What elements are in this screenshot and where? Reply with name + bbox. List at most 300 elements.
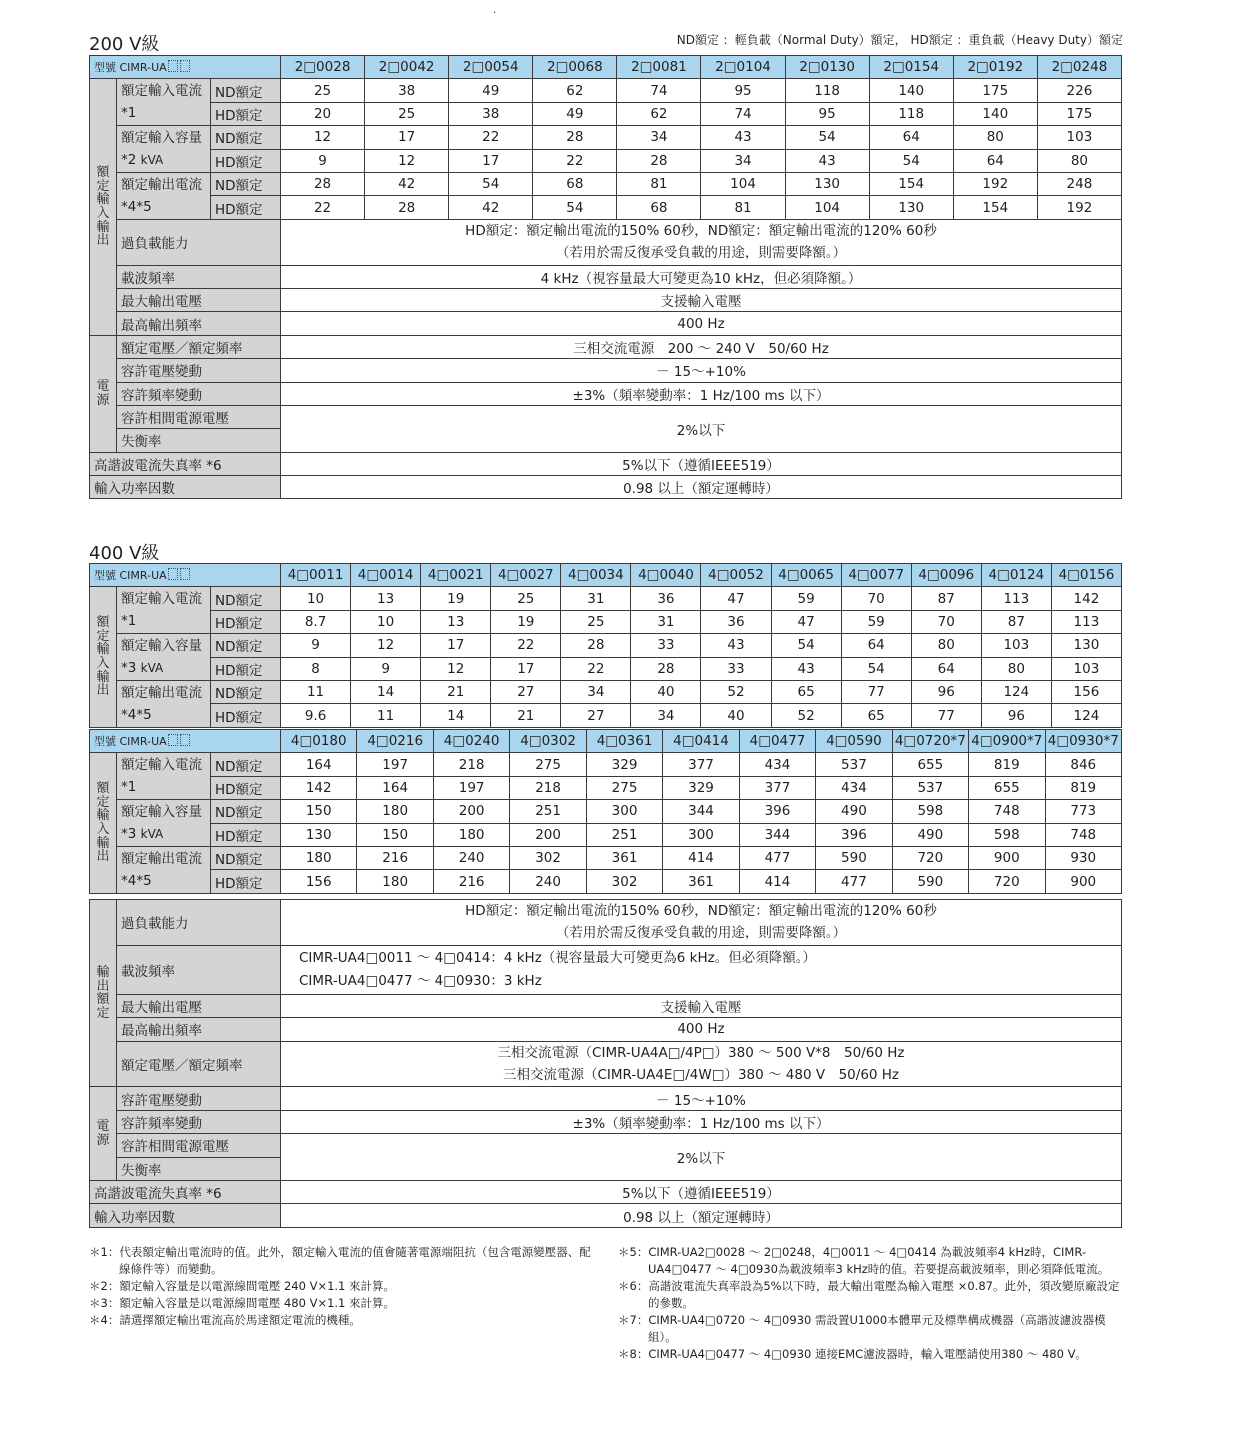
value-cell: 17 [421, 634, 491, 657]
value-cell: 361 [586, 846, 662, 869]
model-cell: 4□0180 [281, 730, 357, 753]
value-cell: 156 [1051, 680, 1121, 703]
value-cell: 38 [365, 79, 449, 102]
value-cell: 361 [663, 870, 739, 893]
value-cell: 62 [617, 102, 701, 125]
power-factor-value: 0.98 以上（額定運轉時） [281, 1204, 1122, 1227]
value-cell: 154 [953, 196, 1037, 219]
imbalance-value: 2%以下 [281, 1134, 1122, 1181]
overload-line-1: HD額定：額定輸出電流的150% 60秒，ND額定：額定輸出電流的120% 60秒 [465, 903, 937, 919]
value-cell: 180 [433, 823, 509, 846]
value-cell: 490 [892, 823, 968, 846]
duty-note: ND額定 ：輕負載（Normal Duty）額定， HD額定 ：重負載（Heavy Duty）額定 [676, 33, 1123, 47]
value-cell: 9.6 [281, 704, 351, 727]
value-cell: 22 [449, 126, 533, 149]
value-cell: 819 [1045, 776, 1121, 799]
row-label-imbalance-2: 失衡率 [117, 1157, 281, 1180]
hd-label: HD額定 [211, 610, 281, 633]
section-title-400v: 400 V級 [89, 543, 160, 564]
spec-table-400v-common [89, 899, 1122, 1228]
value-cell: 477 [816, 870, 892, 893]
footnote: ＊3：額定輸入容量是以電源線間電壓 480 V×1.1 來計算。 [89, 1296, 396, 1310]
row-label-input-kva: 額定輸入容量 *2 kVA [117, 126, 211, 173]
value-cell: 192 [953, 172, 1037, 195]
value-cell: 150 [281, 800, 357, 823]
value-cell: 19 [421, 587, 491, 610]
rated-voltage-line-1: 三相交流電源（CIMR-UA4A□/4P□）380 ～ 500 V*8 50/60 Hz [497, 1044, 905, 1061]
value-cell: 9 [351, 657, 421, 680]
value-cell: 87 [981, 610, 1051, 633]
model-cell: 4□0027 [491, 564, 561, 587]
footnote: ＊1：代表額定輸出電流時的值。此外，額定輸入電流的值會隨著電源端阻抗（包含電源變壓器、配線條件等）而變動。 [89, 1245, 591, 1276]
group-rated-io [90, 79, 117, 335]
value-cell: 275 [510, 753, 586, 776]
row-label-carrier: 載波頻率 [117, 265, 281, 288]
value-cell: 96 [911, 680, 981, 703]
nd-label: ND額定 [211, 79, 281, 102]
value-cell: 64 [953, 149, 1037, 172]
value-cell: 180 [357, 800, 433, 823]
row-label-frequency-fluctuation: 容許頻率變動 [117, 382, 281, 405]
row-label-harmonic: 高諧波電流失真率 *6 [90, 452, 281, 475]
value-cell: 54 [869, 149, 953, 172]
row-label-input-current: 額定輸入電流 *1 [117, 79, 211, 126]
value-cell: 104 [701, 172, 785, 195]
value-cell: 11 [351, 704, 421, 727]
frequency-fluctuation-value: ±3%（頻率變動率：1 Hz/100 ms 以下） [281, 1110, 1122, 1133]
model-cell: 4□0077 [841, 564, 911, 587]
value-cell: 34 [701, 149, 785, 172]
value-cell: 34 [631, 704, 701, 727]
row-label-harmonic: 高諧波電流失真率 *6 [90, 1180, 281, 1203]
value-cell: 930 [1045, 846, 1121, 869]
section-title-200v: 200 V級 [89, 34, 160, 55]
value-cell: 175 [953, 79, 1037, 102]
model-cell: 4□0477 [739, 730, 815, 753]
value-cell: 9 [281, 634, 351, 657]
value-cell: 43 [701, 634, 771, 657]
row-label-output-current: 額定輸出電流 *4*5 [117, 846, 211, 893]
model-row [90, 564, 1122, 587]
value-cell: 28 [365, 196, 449, 219]
value-cell: 64 [869, 126, 953, 149]
footnote: ＊6：高諧波電流失真率設為5%以下時，最大輸出電壓為輸入電壓 ×0.87。此外，須改變原廠設定的參數。 [618, 1279, 1120, 1310]
value-cell: 154 [869, 172, 953, 195]
model-cell: 4□0240 [433, 730, 509, 753]
value-cell: 118 [785, 79, 869, 102]
row-label-max-voltage: 最大輸出電壓 [117, 288, 281, 311]
group-rated-io [90, 587, 117, 727]
value-cell: 218 [510, 776, 586, 799]
unit-kva: kVA [140, 661, 164, 676]
value-cell: 537 [816, 753, 892, 776]
row-label-output-current: 額定輸出電流 *4*5 [117, 680, 211, 727]
value-cell: 8.7 [281, 610, 351, 633]
model-row [90, 56, 1122, 79]
value-cell: 819 [969, 753, 1045, 776]
value-cell: 22 [561, 657, 631, 680]
value-cell: 124 [981, 680, 1051, 703]
max-frequency-value: 400 Hz [281, 1018, 1122, 1041]
voltage-fluctuation-value: － 15～+10% [281, 1087, 1122, 1110]
row-label-overload: 過負載能力 [117, 900, 281, 946]
model-cell: 2□0248 [1037, 56, 1121, 79]
model-cell: 2□0154 [869, 56, 953, 79]
model-cell: 4□0590 [816, 730, 892, 753]
value-cell: 31 [631, 610, 701, 633]
value-cell: 95 [701, 79, 785, 102]
value-cell: 8 [281, 657, 351, 680]
footnote: ＊8：CIMR-UA4□0477 ～ 4□0930 連接EMC濾波器時，輸入電壓請使用380 ～ 480 V。 [618, 1347, 1087, 1361]
value-cell: 414 [739, 870, 815, 893]
model-cell: 4□0096 [911, 564, 981, 587]
value-cell: 130 [1051, 634, 1121, 657]
overload-line-1: HD額定：額定輸出電流的150% 60秒，ND額定：額定輸出電流的120% 60秒 [465, 222, 937, 239]
value-cell: 200 [433, 800, 509, 823]
value-cell: 40 [701, 704, 771, 727]
value-cell: 598 [969, 823, 1045, 846]
value-cell: 38 [449, 102, 533, 125]
value-cell: 54 [533, 196, 617, 219]
value-cell: 62 [533, 79, 617, 102]
row-label-frequency-fluctuation: 容許頻率變動 [117, 1110, 281, 1133]
nd-label: ND額定 [211, 126, 281, 149]
nd-label: ND額定 [211, 634, 281, 657]
value-cell: 49 [449, 79, 533, 102]
model-cell: 4□0034 [561, 564, 631, 587]
value-cell: 64 [911, 657, 981, 680]
row-label-imbalance: 容許相間電源電壓 [117, 405, 281, 428]
model-label: 型號 CIMR-UA [90, 730, 281, 753]
value-cell: 14 [421, 704, 491, 727]
value-cell: 36 [631, 587, 701, 610]
value-cell: 396 [816, 823, 892, 846]
model-cell: 2□0192 [953, 56, 1037, 79]
overload-value [281, 900, 1122, 946]
value-cell: 13 [421, 610, 491, 633]
model-label: 型號 CIMR-UA [90, 564, 281, 587]
value-cell: 434 [816, 776, 892, 799]
value-cell: 140 [869, 79, 953, 102]
value-cell: 43 [701, 126, 785, 149]
value-cell: 200 [510, 823, 586, 846]
footnote: ＊4：請選擇額定輸出電流高於馬達額定電流的機種。 [89, 1313, 361, 1327]
row-label-imbalance-2: 失衡率 [117, 429, 281, 452]
value-cell: 22 [491, 634, 561, 657]
value-cell: 414 [663, 846, 739, 869]
value-cell: 113 [1051, 610, 1121, 633]
value-cell: 12 [281, 126, 365, 149]
row-label-imbalance: 容許相間電源電壓 [117, 1134, 281, 1157]
hd-label: HD額定 [211, 196, 281, 219]
value-cell: 25 [561, 610, 631, 633]
value-cell: 748 [969, 800, 1045, 823]
value-cell: 31 [561, 587, 631, 610]
value-cell: 12 [351, 634, 421, 657]
value-cell: 36 [701, 610, 771, 633]
footnote: ＊5：CIMR-UA2□0028 ～ 2□0248，4□0011 ～ 4□0414 為載波頻率4 kHz時，CIMR-UA4□0477 ～ 4□0930為載波頻率3 kHz時的值。若要提高載波頻率，則必須降低電流。 [618, 1245, 1110, 1276]
model-cell: 4□0021 [421, 564, 491, 587]
value-cell: 197 [357, 753, 433, 776]
value-cell: 590 [892, 870, 968, 893]
row-label-overload: 過負載能力 [117, 219, 281, 265]
value-cell: 28 [561, 634, 631, 657]
value-cell: 65 [841, 704, 911, 727]
rated-voltage-value [281, 1041, 1122, 1087]
model-row [90, 730, 1122, 753]
value-cell: 70 [841, 587, 911, 610]
value-cell: 17 [491, 657, 561, 680]
model-cell: 4□0302 [510, 730, 586, 753]
value-cell: 54 [771, 634, 841, 657]
value-cell: 175 [1037, 102, 1121, 125]
group-power [90, 335, 117, 452]
carrier-line-2: CIMR-UA4□0477 ～ 4□0930：3 kHz [299, 972, 542, 989]
carrier-line-1: CIMR-UA4□0011 ～ 4□0414：4 kHz（視容量最大可變更為6 kHz。但必須降額。） [299, 950, 816, 967]
value-cell: 19 [491, 610, 561, 633]
row-label-input-current: 額定輸入電流 *1 [117, 753, 211, 800]
value-cell: 10 [281, 587, 351, 610]
value-cell: 216 [357, 846, 433, 869]
value-cell: 34 [617, 126, 701, 149]
harmonic-value: 5%以下（遵循IEEE519） [281, 1180, 1122, 1203]
harmonic-value: 5%以下（遵循IEEE519） [281, 452, 1122, 475]
value-cell: 192 [1037, 196, 1121, 219]
value-cell: 33 [701, 657, 771, 680]
value-cell: 226 [1037, 79, 1121, 102]
value-cell: 68 [533, 172, 617, 195]
value-cell: 329 [663, 776, 739, 799]
value-cell: 251 [586, 823, 662, 846]
value-cell: 22 [533, 149, 617, 172]
value-cell: 10 [351, 610, 421, 633]
value-cell: 103 [981, 634, 1051, 657]
value-cell: 142 [1051, 587, 1121, 610]
value-cell: 54 [841, 657, 911, 680]
value-cell: 42 [365, 172, 449, 195]
spec-table-400v-b [89, 729, 1122, 894]
model-cell: 2□0081 [617, 56, 701, 79]
value-cell: 28 [631, 657, 701, 680]
model-cell: 4□0216 [357, 730, 433, 753]
value-cell: 218 [433, 753, 509, 776]
value-cell: 11 [281, 680, 351, 703]
value-cell: 216 [433, 870, 509, 893]
row-label-input-kva: 額定輸入容量 *3 kVA [117, 634, 211, 681]
value-cell: 68 [617, 196, 701, 219]
value-cell: 54 [449, 172, 533, 195]
value-cell: 142 [281, 776, 357, 799]
row-label-power-factor: 輸入功率因數 [90, 1204, 281, 1227]
value-cell: 40 [631, 680, 701, 703]
value-cell: 74 [617, 79, 701, 102]
value-cell: 34 [561, 680, 631, 703]
rated-voltage-value: 三相交流電源 200 ～ 240 V 50/60 Hz [281, 335, 1122, 358]
overload-line-2: （若用於需反復承受負載的用途，則需要降額。） [555, 925, 847, 942]
model-cell: 2□0104 [701, 56, 785, 79]
value-cell: 9 [281, 149, 365, 172]
max-frequency-value: 400 Hz [281, 312, 1122, 335]
value-cell: 59 [771, 587, 841, 610]
hd-label: HD額定 [211, 776, 281, 799]
overload-value [281, 219, 1122, 265]
value-cell: 300 [663, 823, 739, 846]
value-cell: 302 [586, 870, 662, 893]
value-cell: 251 [510, 800, 586, 823]
value-cell: 118 [869, 102, 953, 125]
row-label-rated-voltage: 額定電壓／額定頻率 [117, 1041, 281, 1087]
value-cell: 103 [1051, 657, 1121, 680]
value-cell: 28 [281, 172, 365, 195]
model-label: 型號 CIMR-UA [90, 56, 281, 79]
value-cell: 396 [739, 800, 815, 823]
rated-voltage-line-2: 三相交流電源（CIMR-UA4E□/4W□）380 ～ 480 V 50/60 Hz [502, 1067, 900, 1083]
model-cell: 4□0414 [663, 730, 739, 753]
row-label-output-current: 額定輸出電流 *4*5 [117, 172, 211, 219]
value-cell: 275 [586, 776, 662, 799]
overload-line-2: （若用於需反復承受負載的用途，則需要降額。） [555, 245, 847, 262]
frequency-fluctuation-value: ±3%（頻率變動率：1 Hz/100 ms 以下） [281, 382, 1122, 405]
model-cell: 4□0156 [1051, 564, 1121, 587]
row-label-rated-voltage: 額定電壓／額定頻率 [117, 335, 281, 358]
unit-kva: kVA [140, 153, 164, 168]
value-cell: 65 [771, 680, 841, 703]
value-cell: 80 [981, 657, 1051, 680]
value-cell: 180 [281, 846, 357, 869]
row-label-max-voltage: 最大輸出電壓 [117, 994, 281, 1017]
model-cell: 4□0930*7 [1045, 730, 1121, 753]
value-cell: 25 [491, 587, 561, 610]
value-cell: 87 [911, 587, 981, 610]
row-label-input-current: 額定輸入電流 *1 [117, 587, 211, 634]
row-label-max-frequency: 最高輸出頻率 [117, 312, 281, 335]
value-cell: 490 [816, 800, 892, 823]
value-cell: 537 [892, 776, 968, 799]
value-cell: 25 [365, 102, 449, 125]
value-cell: 846 [1045, 753, 1121, 776]
value-cell: 113 [981, 587, 1051, 610]
value-cell: 590 [816, 846, 892, 869]
row-label-power-factor: 輸入功率因數 [90, 476, 281, 499]
hd-label: HD額定 [211, 704, 281, 727]
value-cell: 52 [701, 680, 771, 703]
value-cell: 80 [1037, 149, 1121, 172]
model-cell: 4□0052 [701, 564, 771, 587]
hd-label: HD額定 [211, 823, 281, 846]
value-cell: 164 [357, 776, 433, 799]
value-cell: 17 [449, 149, 533, 172]
max-voltage-value: 支援輸入電壓 [281, 994, 1122, 1017]
page-dot: · [493, 8, 497, 19]
value-cell: 197 [433, 776, 509, 799]
value-cell: 434 [739, 753, 815, 776]
value-cell: 103 [1037, 126, 1121, 149]
group-power [90, 1087, 117, 1181]
value-cell: 64 [841, 634, 911, 657]
nd-label: ND額定 [211, 753, 281, 776]
group-output-rating-text: 輸出額定 [96, 964, 110, 1021]
value-cell: 27 [561, 704, 631, 727]
value-cell: 900 [969, 846, 1045, 869]
value-cell: 52 [771, 704, 841, 727]
value-cell: 130 [869, 196, 953, 219]
value-cell: 59 [841, 610, 911, 633]
value-cell: 900 [1045, 870, 1121, 893]
carrier-value: 4 kHz（視容量最大可變更為10 kHz，但必須降額。） [281, 265, 1122, 288]
nd-label: ND額定 [211, 680, 281, 703]
value-cell: 720 [892, 846, 968, 869]
footnote: ＊2：額定輸入容量是以電源線間電壓 240 V×1.1 來計算。 [89, 1279, 396, 1293]
power-factor-value: 0.98 以上（額定運轉時） [281, 476, 1122, 499]
value-cell: 42 [449, 196, 533, 219]
value-cell: 77 [911, 704, 981, 727]
footnotes-left [89, 1244, 599, 1329]
value-cell: 22 [281, 196, 365, 219]
row-label-voltage-fluctuation: 容許電壓變動 [117, 359, 281, 382]
model-cell: 4□0040 [631, 564, 701, 587]
value-cell: 43 [771, 657, 841, 680]
model-cell: 2□0130 [785, 56, 869, 79]
value-cell: 124 [1051, 704, 1121, 727]
row-label-carrier: 載波頻率 [117, 945, 281, 994]
value-cell: 13 [351, 587, 421, 610]
value-cell: 27 [491, 680, 561, 703]
carrier-value [281, 945, 1122, 994]
value-cell: 180 [357, 870, 433, 893]
value-cell: 74 [701, 102, 785, 125]
group-rated-io [90, 753, 117, 893]
value-cell: 748 [1045, 823, 1121, 846]
value-cell: 773 [1045, 800, 1121, 823]
value-cell: 377 [663, 753, 739, 776]
spec-table-200v [89, 55, 1122, 499]
value-cell: 17 [365, 126, 449, 149]
group-power-text: 電源 [96, 379, 110, 408]
value-cell: 720 [969, 870, 1045, 893]
value-cell: 43 [785, 149, 869, 172]
footnotes-right [618, 1244, 1126, 1363]
value-cell: 28 [617, 149, 701, 172]
model-cell: 4□0124 [981, 564, 1051, 587]
unit-kva: kVA [140, 827, 164, 842]
value-cell: 96 [981, 704, 1051, 727]
model-cell: 4□0065 [771, 564, 841, 587]
model-cell: 2□0054 [449, 56, 533, 79]
value-cell: 150 [357, 823, 433, 846]
value-cell: 104 [785, 196, 869, 219]
value-cell: 344 [739, 823, 815, 846]
voltage-fluctuation-value: － 15～+10% [281, 359, 1122, 382]
value-cell: 21 [421, 680, 491, 703]
group-output-rating [90, 900, 117, 1087]
model-cell: 4□0720*7 [892, 730, 968, 753]
value-cell: 49 [533, 102, 617, 125]
value-cell: 300 [586, 800, 662, 823]
hd-label: HD額定 [211, 102, 281, 125]
group-power-text: 電源 [96, 1119, 110, 1148]
value-cell: 54 [785, 126, 869, 149]
model-cell: 4□0361 [586, 730, 662, 753]
value-cell: 655 [969, 776, 1045, 799]
nd-label: ND額定 [211, 172, 281, 195]
value-cell: 164 [281, 753, 357, 776]
model-cell: 2□0028 [281, 56, 365, 79]
value-cell: 80 [911, 634, 981, 657]
value-cell: 344 [663, 800, 739, 823]
value-cell: 81 [617, 172, 701, 195]
group-rated-io-text: 額定輸入輸出 [96, 615, 110, 699]
value-cell: 477 [739, 846, 815, 869]
